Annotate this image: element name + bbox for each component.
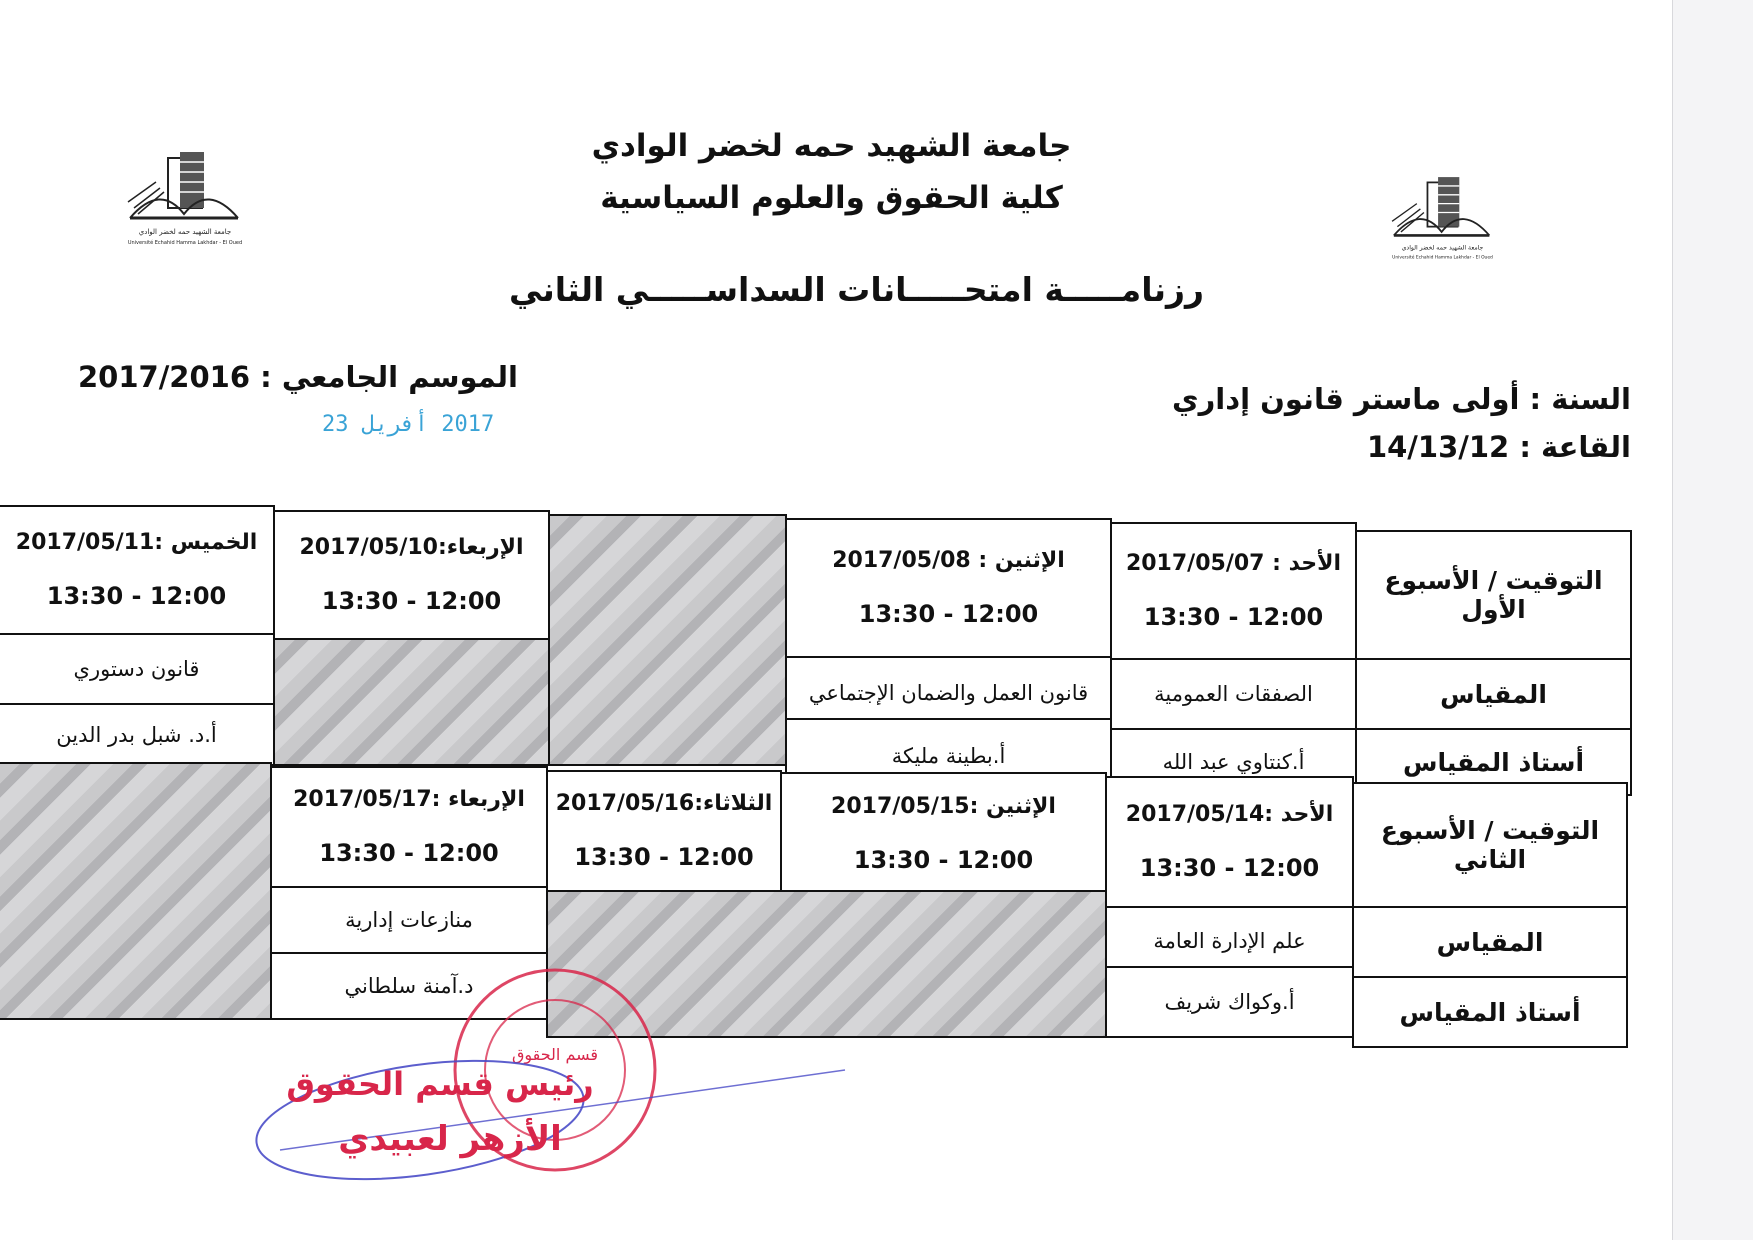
faculty-name: كلية الحقوق والعلوم السياسية [600,180,1063,216]
signature-name: الأزهر لعبيدي [338,1119,562,1159]
week2-monday-slot [780,772,1107,896]
slot-day: الثلاثاء:2017/05/16 [555,790,773,816]
slot-time: 12:00 - 13:30 [319,839,499,868]
week1-wednesday-slot [273,510,550,640]
week1-subject-label: المقياس [1355,658,1632,730]
logo-caption-fr: Université Echahid Hamma Lakhdar - El Oued [127,240,243,246]
logo-caption-ar: جامعة الشهيد حمه لخضر الوادي [1401,244,1484,252]
slot-day: الإربعاء:2017/05/10 [299,534,524,560]
study-year: السنة : أولى ماستر قانون إداري [1171,382,1631,416]
slot-time: 12:00 - 13:30 [574,843,754,872]
slot-time: 12:00 - 13:30 [321,587,502,616]
slot-day: الأحد :2017/05/14 [1125,801,1334,827]
slot-time: 12:00 - 13:30 [853,846,1034,875]
slot-day: الخميس :2017/05/11 [15,529,258,555]
slot-day: الإثنين :2017/05/15 [831,793,1056,819]
week1-monday-slot [785,518,1112,658]
week2-label: التوقيت / الأسبوع الثاني [1352,782,1628,908]
week1-empty-tuesday [548,514,787,766]
week1-thursday-teacher: أ.د. شبل بدر الدين [0,703,275,766]
week1-monday-subject: قانون العمل والضمان الإجتماعي [785,656,1112,730]
week1-label: التوقيت / الأسبوع الأول [1355,530,1632,660]
academic-season: الموسم الجامعي : 2017/2016 [78,360,518,394]
slot-time: 12:00 - 13:30 [1139,854,1320,883]
week2-tuesday-slot [546,770,782,892]
official-stamp-and-signature [250,960,850,1210]
week1-sunday-teacher: أ.كنتاوي عبد الله [1110,728,1357,796]
received-date-stamp: 2017 أفريل 23 [322,412,495,437]
week2-sunday-slot [1105,776,1354,908]
stamp-text: قسم الحقوق [511,1045,599,1064]
slot-day: الإثنين : 2017/05/08 [832,547,1065,573]
slot-time: 12:00 - 13:30 [1143,603,1324,632]
week2-subject-label: المقياس [1352,906,1628,978]
exam-hall: القاعة : 14/13/12 [1366,430,1631,464]
week1-monday-teacher: أ.بطينة مليكة [785,718,1112,794]
week2-teacher-label: أستاذ المقياس [1352,976,1628,1048]
week2-wednesday-teacher: د.آمنة سلطاني [270,952,548,1020]
slot-time: 12:00 - 13:30 [46,582,227,611]
week1-empty-wednesday [273,638,550,766]
logo-caption-fr: Université Echahid Hamma Lakhdar - El Oued [1392,255,1493,261]
week1-sunday-subject: الصفقات العمومية [1110,658,1357,730]
week1-thursday-subject: قانون دستوري [0,633,275,705]
week2-sunday-subject: علم الإدارة العامة [1105,906,1354,976]
logo-caption-ar: جامعة الشهيد حمه لخضر الوادي [138,228,232,236]
week2-wednesday-slot [270,766,548,888]
slot-time: 12:00 - 13:30 [858,600,1039,629]
slot-day: الإربعاء :2017/05/17 [293,786,525,812]
week1-teacher-label: أستاذ المقياس [1355,728,1632,796]
week2-sunday-teacher: أ.وكواك شريف [1105,966,1354,1038]
week2-wednesday-subject: منازعات إدارية [270,886,548,954]
university-name: جامعة الشهيد حمه لخضر الوادي [591,128,1072,164]
week1-thursday-slot [0,505,275,635]
document-title: رزنامـــــة امتحـــــانات السداســـــي الثاني [508,270,1205,309]
slot-day: الأحد : 2017/05/07 [1125,550,1342,576]
week1-sunday-slot [1110,522,1357,660]
signature-title: رئيس قسم الحقوق [286,1065,594,1103]
week2-empty-thursday [0,762,272,1020]
